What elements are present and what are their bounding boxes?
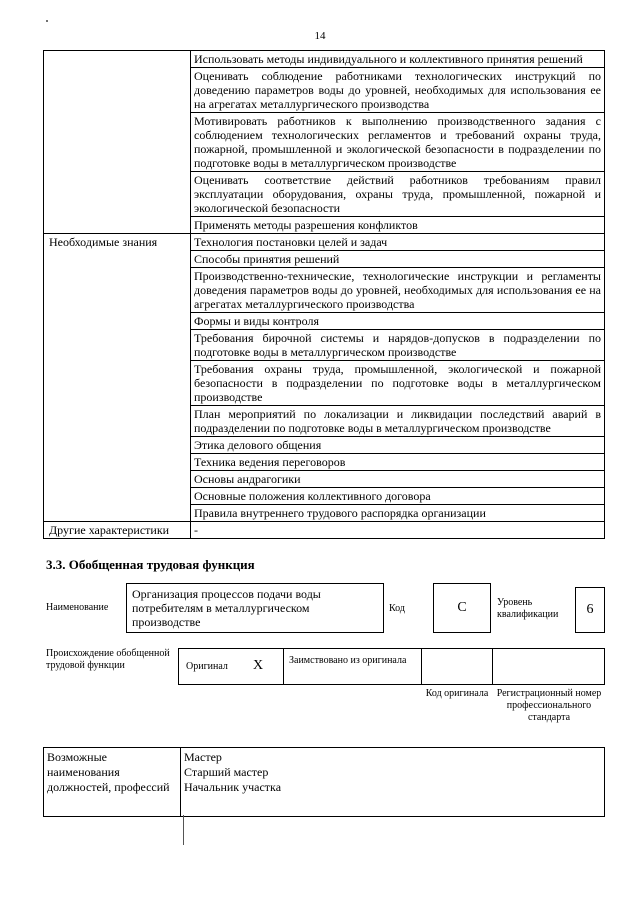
function-name-box [126,583,384,633]
page-number: 14 [314,30,326,42]
code-original-label: Код оригинала [425,688,489,699]
competency-table [43,50,605,539]
name-label: Наименование [46,602,109,613]
origin-table [178,648,605,685]
positions-label: Возможные наименования должностей, профессий [44,748,181,817]
positions-table [43,747,605,817]
skill-item: Применять методы разрешения конфликтов [191,217,605,234]
knowledge-item: Правила внутреннего трудового распорядка организации [191,505,605,522]
skill-item: Оценивать соответствие действий работников требованиям правил эксплуатации оборудования, охраны труда, промышленной, пожарной и экологической безопасности [191,172,605,217]
position-item: Мастер [184,750,222,764]
positions-list [181,748,605,817]
skills-label-cell [44,51,191,68]
knowledge-item: Технология постановки целей и задач [191,234,605,251]
level-value: 6 [586,602,594,617]
original-mark: X [253,658,264,673]
knowledge-item: Техника ведения переговоров [191,454,605,471]
level-box [575,587,605,633]
borrowed-label: Заимствовано из оригинала [289,655,407,666]
divider [421,649,422,684]
level-label: Уровень квалификации [497,597,559,620]
code-box [433,583,491,633]
knowledge-item: Производственно-технические, технологические инструкции и регламенты доведения параметров воды до уровней, необходимых для использования ее на агрегатах металлургического производства [191,268,605,313]
knowledge-item: Способы принятия решений [191,251,605,268]
knowledge-item: Основные положения коллективного договора [191,488,605,505]
skill-item: Оценивать соблюдение работниками технологических инструкций по доведению параметров воды до уровней, необходимых для использования ее на агрегатах металлургического производства [191,68,605,113]
code-value: C [457,600,467,615]
origin-label: Происхождение обобщенной трудовой функции [46,648,170,671]
other-value: - [191,522,605,539]
function-name: Организация процессов подачи воды потребителям в металлургическом производстве [132,587,321,629]
knowledge-item: Основы андрагогики [191,471,605,488]
knowledge-label: Необходимые знания [44,234,191,251]
divider [283,649,284,684]
knowledge-item: Этика делового общения [191,437,605,454]
knowledge-item: Требования бирочной системы и нарядов-допусков в подразделении по подготовке воды в металлургическом производстве [191,330,605,361]
original-label: Оригинал [186,661,228,672]
divider [492,649,493,684]
skill-item: Мотивировать работников к выполнению производственного задания с соблюдением технологических регламентов и требований охраны труда, пожарной, промышленной и экологической безопасности в подразделении по подготовке воды в металлургическом производстве [191,113,605,172]
other-label: Другие характеристики [44,522,191,539]
section-title: 3.3. Обобщенная трудовая функция [46,557,255,572]
scan-speck [46,20,48,22]
skill-item: Использовать методы индивидуального и коллективного принятия решений [191,51,605,68]
knowledge-item: План мероприятий по локализации и ликвидации последствий аварий в подразделении по подготовке воды в металлургическом производстве [191,406,605,437]
scan-line [183,815,184,845]
position-item: Начальник участка [184,780,282,794]
knowledge-item: Формы и виды контроля [191,313,605,330]
reg-number-label: Регистрационный номер профессионального стандарта [496,688,602,723]
position-item: Старший мастер [184,765,269,779]
knowledge-item: Требования охраны труда, промышленной, экологической и пожарной безопасности в подразделении по подготовке воды в металлургическом производстве [191,361,605,406]
code-label: Код [389,603,405,614]
